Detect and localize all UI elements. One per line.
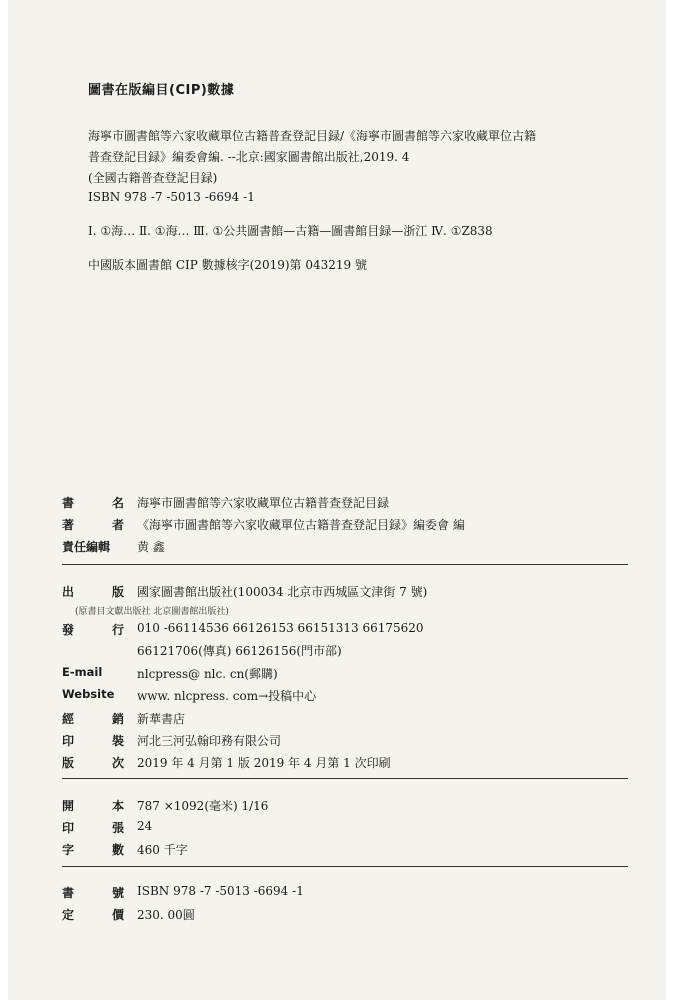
publisher-former-names: (原書目文獻出版社 北京圖書館出版社) — [75, 607, 229, 617]
divider-1 — [62, 564, 628, 565]
seller-value: 新華書店 — [137, 712, 186, 726]
author-label: 著 者 — [62, 518, 124, 532]
printer-label: 印 裝 — [62, 734, 124, 748]
publisher-label: 出 版 — [62, 585, 124, 599]
divider-3 — [62, 866, 628, 867]
cip-line-1: 海寧市圖書館等六家收藏單位古籍普查登記目録/《海寧市圖書館等六家收藏單位古籍 — [88, 129, 537, 143]
distribution-fax: 66121706(傳真) 66126156(門市部) — [137, 644, 342, 658]
editor-label: 責任編輯 — [62, 540, 111, 554]
publisher-value: 國家圖書館出版社(100034 北京市西城區文津街 7 號) — [137, 585, 428, 599]
editor-value: 黄 鑫 — [137, 540, 165, 554]
author-value: 《海寧市圖書館等六家收藏單位古籍普查登記目録》編委會 編 — [137, 518, 465, 532]
cip-line-3: (全國古籍普查登記目録) — [88, 171, 218, 185]
book-name-label: 書 名 — [62, 496, 124, 510]
sheets-label: 印 張 — [62, 821, 124, 835]
edition-label: 版 次 — [62, 756, 124, 770]
isbn-value: ISBN 978 -7 -5013 -6694 -1 — [137, 884, 304, 898]
distribution-phones: 010 -66114536 66126153 66151313 66175620 — [137, 621, 424, 635]
page-edge-left — [0, 0, 8, 1000]
divider-2 — [62, 778, 628, 779]
words-label: 字 數 — [62, 843, 124, 857]
distribution-label: 發 行 — [62, 623, 124, 637]
printer-value: 河北三河弘翰印務有限公司 — [137, 734, 282, 748]
page-edge-right — [666, 0, 674, 1000]
email-value: nlcpress@ nlc. cn(郵購) — [137, 667, 278, 681]
cip-line-2: 普查登記目録》編委會編. --北京:國家圖書館出版社,2019. 4 — [88, 150, 410, 164]
cip-line-4: ISBN 978 -7 -5013 -6694 -1 — [88, 190, 255, 204]
price-label: 定 價 — [62, 908, 124, 922]
format-label: 開 本 — [62, 799, 124, 813]
cip-title: 圖書在版編目(CIP)數據 — [88, 83, 235, 98]
price-value: 230. 00圓 — [137, 908, 195, 922]
isbn-label: 書 號 — [62, 886, 124, 900]
seller-label: 經 銷 — [62, 712, 124, 726]
email-label: E-mail — [62, 665, 103, 679]
words-value: 460 千字 — [137, 843, 188, 857]
website-label: Website — [62, 687, 115, 701]
sheets-value: 24 — [137, 819, 153, 833]
cip-line-6: 中國版本圖書館 CIP 數據核字(2019)第 043219 號 — [88, 258, 367, 272]
format-value: 787 ×1092(毫米) 1/16 — [137, 799, 269, 813]
edition-value: 2019 年 4 月第 1 版 2019 年 4 月第 1 次印刷 — [137, 756, 391, 770]
website-value: www. nlcpress. com→投稿中心 — [137, 689, 317, 703]
book-name-value: 海寧市圖書館等六家收藏單位古籍普查登記目録 — [137, 496, 390, 510]
cip-line-5: Ⅰ. ①海… Ⅱ. ①海… Ⅲ. ①公共圖書館—古籍—圖書館目録—浙江 Ⅳ. ①Z838 — [88, 224, 493, 238]
